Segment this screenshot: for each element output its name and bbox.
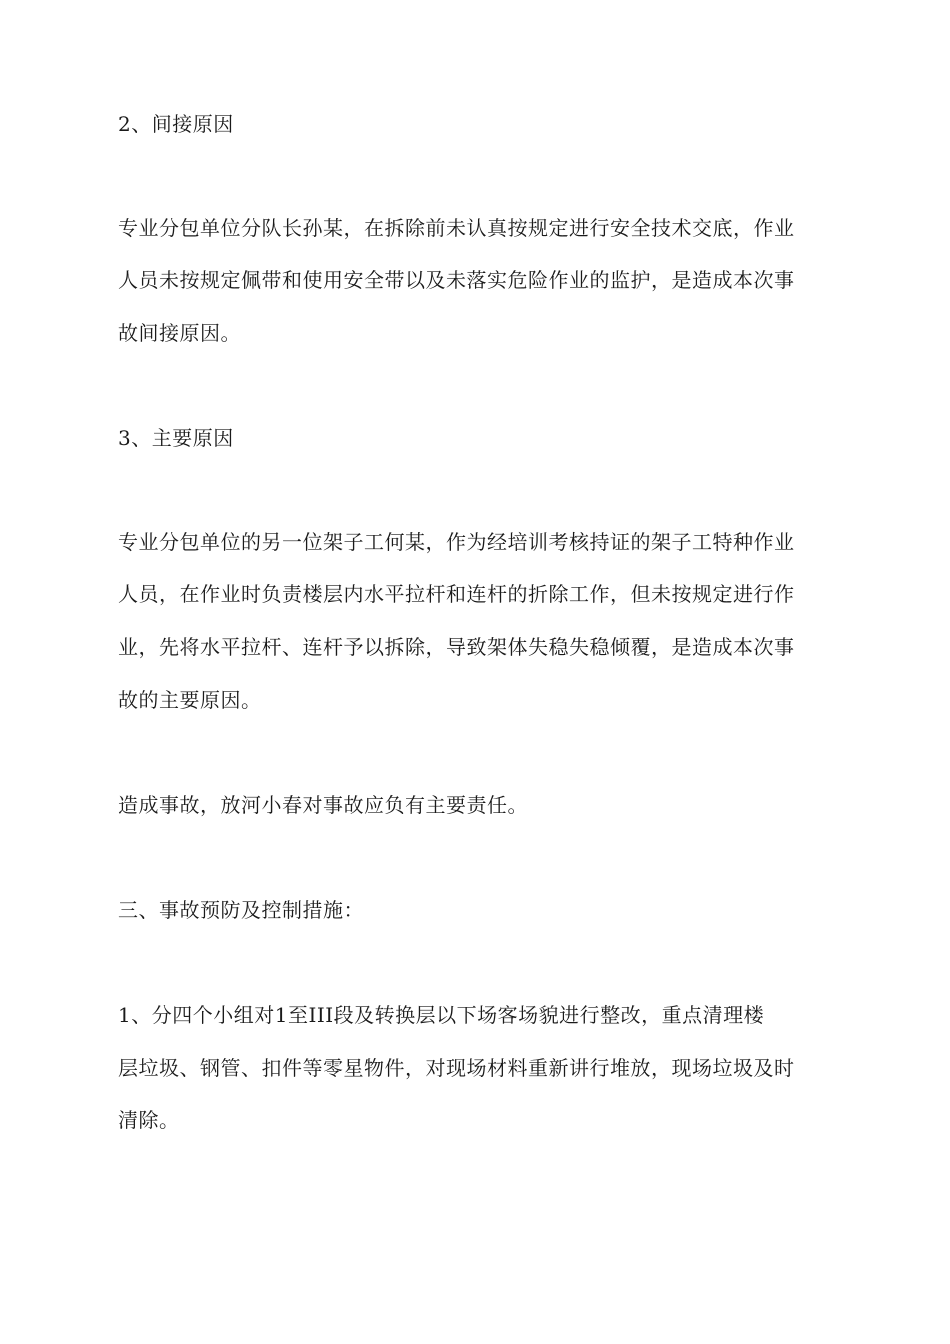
heading-main-cause: 3、主要原因 (118, 426, 234, 450)
paragraph-line: 造成事故，放河小春对事故应负有主要责任。 (118, 793, 528, 817)
paragraph-line: 专业分包单位分队长孙某，在拆除前未认真按规定进行安全技术交底，作业 (118, 216, 795, 240)
heading-prevention-measures: 三、事故预防及控制措施： (118, 898, 364, 922)
paragraph-line: 人员，在作业时负责楼层内水平拉杆和连杆的折除工作，但未按规定进行作 (118, 582, 795, 606)
paragraph-line: 故的主要原因。 (118, 688, 262, 712)
paragraph-line: 业，先将水平拉杆、连杆予以拆除，导致架体失稳失稳倾覆，是造成本次事 (118, 635, 795, 659)
paragraph-line: 专业分包单位的另一位架子工何某，作为经培训考核持证的架子工特种作业 (118, 530, 795, 554)
paragraph-line: 人员未按规定佩带和使用安全带以及未落实危险作业的监护，是造成本次事 (118, 268, 795, 292)
paragraph-line: 层垃圾、钢管、扣件等零星物件，对现场材料重新讲行堆放，现场垃圾及时 (118, 1056, 795, 1080)
paragraph-line: 清除。 (118, 1108, 180, 1132)
heading-indirect-cause: 2、间接原因 (118, 112, 234, 136)
paragraph-line: 故间接原因。 (118, 321, 241, 345)
paragraph-line: 1、分四个小组对1至III段及转换层以下场客场貌进行整改，重点清理楼 (118, 1003, 765, 1027)
